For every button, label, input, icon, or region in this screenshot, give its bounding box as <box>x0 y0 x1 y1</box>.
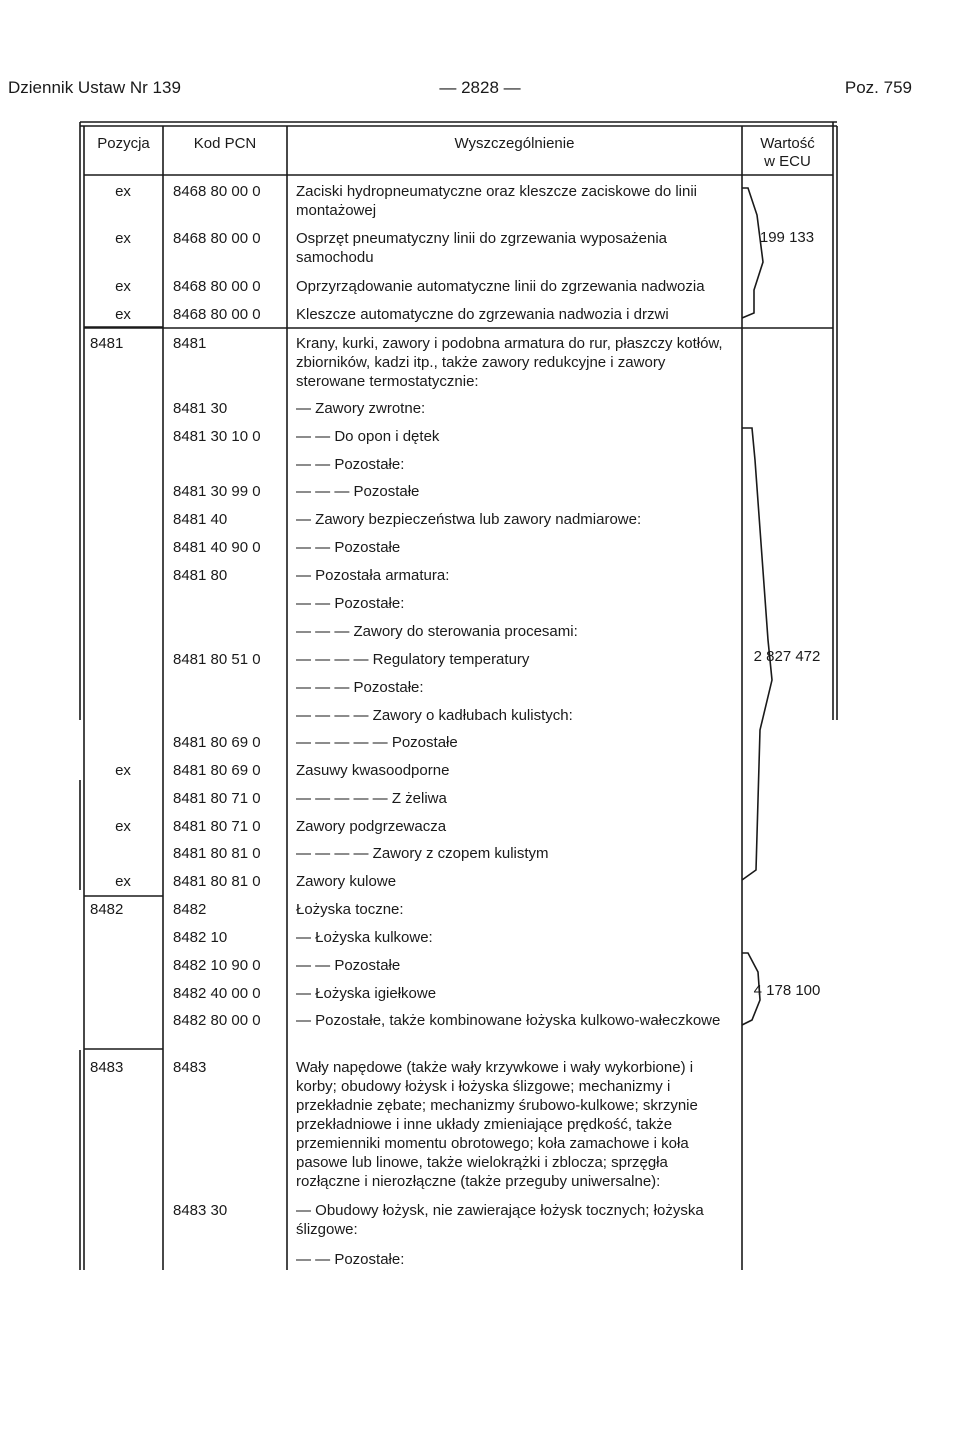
row-opis: — — — Zawory do sterowania procesami: <box>296 623 578 640</box>
row-opis: — Obudowy łożysk, nie zawierające łożysk tocznych; łożyska ślizgowe: <box>296 1202 704 1238</box>
row-kod-pcn: 8481 80 81 0 <box>173 873 261 890</box>
row-opis: Kleszcze automatyczne do zgrzewania nadwozia i drzwi <box>296 306 669 323</box>
row-kod-pcn: 8482 <box>173 901 207 918</box>
row-opis: Osprzęt pneumatyczny linii do zgrzewania wyposażenia samochodu <box>296 230 668 266</box>
value-group-8482: 4 178 100 <box>753 982 821 999</box>
row-opis: — — — Pozostałe <box>296 483 420 500</box>
row-kod-pcn: 8481 80 71 0 <box>173 818 261 835</box>
row-pozycja: ex <box>115 306 131 323</box>
row-opis: Zawory podgrzewacza <box>296 818 447 835</box>
row-kod-pcn: 8481 40 90 0 <box>173 539 261 556</box>
row-pozycja: ex <box>115 762 131 779</box>
row-kod-pcn: 8482 40 00 0 <box>173 985 261 1002</box>
row-kod-pcn: 8468 80 00 0 <box>173 183 261 200</box>
row-opis: — — — Pozostałe: <box>296 679 424 696</box>
row-opis: — Zawory zwrotne: <box>296 400 426 417</box>
row-kod-pcn: 8481 <box>173 335 207 352</box>
row-kod-pcn: 8481 80 81 0 <box>173 845 261 862</box>
row-kod-pcn: 8481 40 <box>173 511 228 528</box>
row-kod-pcn: 8482 10 <box>173 929 228 946</box>
row-kod-pcn: 8468 80 00 0 <box>173 306 261 323</box>
row-opis: — — — — Zawory o kadłubach kulistych: <box>296 707 573 724</box>
row-opis: — — — — Regulatory temperatury <box>296 651 530 668</box>
row-pozycja: 8481 <box>90 335 124 352</box>
row-kod-pcn: 8481 80 69 0 <box>173 734 261 751</box>
row-pozycja: ex <box>115 278 131 295</box>
row-opis: — — — — — Pozostałe <box>296 734 458 751</box>
value-group-8481: 2 827 472 <box>753 648 821 665</box>
row-pozycja: ex <box>115 230 131 247</box>
row-opis: — Zawory bezpieczeństwa lub zawory nadmiarowe: <box>296 511 642 528</box>
row-kod-pcn: 8481 30 10 0 <box>173 428 261 445</box>
header-kod-pcn: Kod PCN <box>193 135 257 152</box>
row-kod-pcn: 8468 80 00 0 <box>173 278 261 295</box>
row-kod-pcn: 8481 80 <box>173 567 228 584</box>
row-opis: Zaciski hydropneumatyczne oraz kleszcze zaciskowe do linii montażowej <box>296 183 698 219</box>
row-kod-pcn: 8481 80 69 0 <box>173 762 261 779</box>
row-kod-pcn: 8483 30 <box>173 1202 228 1219</box>
row-opis: — — Pozostałe <box>296 957 401 974</box>
row-pozycja: ex <box>115 818 131 835</box>
page-number: — 2828 — <box>439 78 521 97</box>
row-opis: — Łożyska kulkowe: <box>296 929 433 946</box>
row-opis: — — Pozostałe <box>296 539 401 556</box>
row-opis: — — Pozostałe: <box>296 595 405 612</box>
journal-title: Dziennik Ustaw Nr 139 <box>8 78 181 97</box>
row-opis: — — Pozostałe: <box>296 1251 405 1268</box>
row-kod-pcn: 8481 30 99 0 <box>173 483 261 500</box>
row-kod-pcn: 8483 <box>173 1059 207 1076</box>
row-opis: Zasuwy kwasoodporne <box>296 762 450 779</box>
row-opis: — — Do opon i dętek <box>296 428 440 445</box>
position-number: Poz. 759 <box>844 78 912 97</box>
row-opis: — Pozostała armatura: <box>296 567 450 584</box>
row-opis: — Pozostałe, także kombinowane łożyska kulkowo-wałeczkowe <box>296 1012 721 1029</box>
row-opis: — Łożyska igiełkowe <box>296 985 437 1002</box>
row-kod-pcn: 8481 80 51 0 <box>173 651 261 668</box>
row-kod-pcn: 8481 80 71 0 <box>173 790 261 807</box>
header-wyszczegolnienie: Wyszczególnienie <box>454 135 575 152</box>
row-pozycja: 8483 <box>90 1059 124 1076</box>
row-opis: Łożyska toczne: <box>296 901 404 918</box>
row-opis: Wały napędowe (także wały krzywkowe i wały wykorbione) i korby; obudowy łożysk i łożyska ślizgowe; mechanizmy i przekładnie zębate; mechanizmy śrubowo-kulkowe; skrzynie przekładniowe i inne układy zmieniające prędkość, także przemienniki momentu obrotowego; koła zamachowe i koła pasowe lub linowe, także wielokrążki i zblocza; sprzęgła rozłączne i nierozłączne (także przeguby uniwersalne): <box>296 1059 698 1190</box>
header-wartosc-unit: w ECU <box>764 153 811 170</box>
row-pozycja: ex <box>115 873 131 890</box>
row-kod-pcn: 8482 10 90 0 <box>173 957 261 974</box>
header-pozycja: Pozycja <box>97 135 150 152</box>
row-opis: — — — — Zawory z czopem kulistym <box>296 845 549 862</box>
row-opis: Zawory kulowe <box>296 873 397 890</box>
row-kod-pcn: 8481 30 <box>173 400 228 417</box>
row-pozycja: 8482 <box>90 901 124 918</box>
row-opis: Oprzyrządowanie automatyczne linii do zgrzewania nadwozia <box>296 278 705 295</box>
row-kod-pcn: 8482 80 00 0 <box>173 1012 261 1029</box>
row-opis: — — — — — Z żeliwa <box>296 790 447 807</box>
row-opis: Krany, kurki, zawory i podobna armatura do rur, płaszczy kotłów, zbiorników, kadzi itp., także zawory redukcyjne i zawory sterowane termostatycznie: <box>296 335 723 390</box>
value-group-8468: 199 133 <box>759 229 815 246</box>
row-pozycja: ex <box>115 183 131 200</box>
row-opis: — — Pozostałe: <box>296 456 405 473</box>
row-kod-pcn: 8468 80 00 0 <box>173 230 261 247</box>
header-wartosc: Wartość <box>760 135 815 152</box>
